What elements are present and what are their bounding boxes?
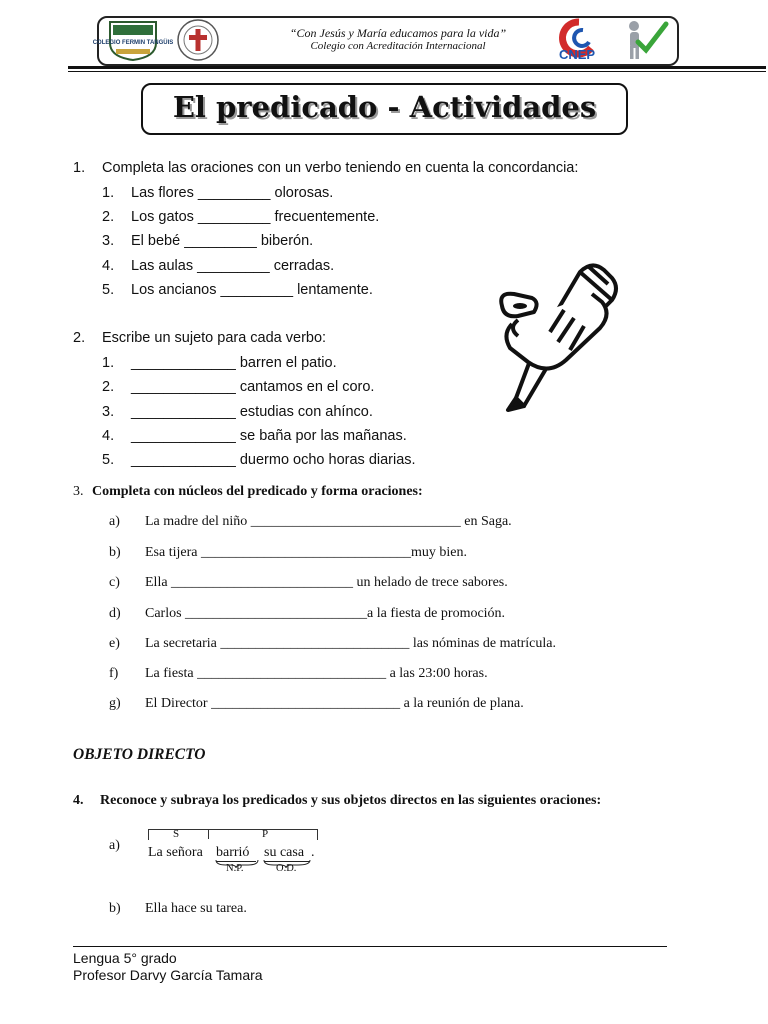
- section3-number: 3.: [73, 484, 84, 499]
- section3-item-letter: d): [109, 606, 121, 621]
- section1-item: Los ancianos _________ lentamente.: [131, 282, 373, 298]
- section1-item-number: 4.: [102, 258, 115, 274]
- cnep-label: CNEP: [558, 47, 596, 62]
- section4-number: 4.: [73, 793, 84, 808]
- section4-item-letter: b): [109, 901, 121, 916]
- section3-item: Carlos __________________________a la fiesta de promoción.: [145, 606, 506, 621]
- section4-item-letter: a): [109, 838, 120, 853]
- footer-divider: [73, 946, 667, 947]
- section3-item-letter: a): [109, 514, 120, 529]
- section2-item: _____________ se baña por las mañanas.: [131, 428, 407, 444]
- section3-item: Esa tijera ______________________________muy bien.: [145, 545, 467, 560]
- example-object: su casa: [264, 845, 305, 860]
- section3-item: La fiesta ___________________________ a las 23:00 horas.: [145, 666, 488, 681]
- section2-item: _____________ cantamos en el coro.: [131, 379, 375, 395]
- section3-item-letter: g): [109, 696, 121, 711]
- section2-item: _____________ barren el patio.: [131, 355, 337, 371]
- section4-prompt: Reconoce y subraya los predicados y sus objetos directos en las siguientes oraciones:: [100, 793, 602, 808]
- accreditation-text: Colegio con Acreditación Internacional: [310, 40, 486, 52]
- section2-item-number: 1.: [102, 355, 115, 371]
- section2-item-number: 4.: [102, 428, 115, 444]
- section1-item: Las aulas _________ cerradas.: [131, 258, 335, 274]
- cnep-logo: [545, 18, 609, 62]
- section1-number: 1.: [73, 160, 86, 176]
- section2-item-number: 3.: [102, 404, 115, 420]
- section3-item-letter: e): [109, 636, 120, 651]
- example-period: .: [311, 845, 315, 860]
- footer-course: Lengua 5° grado: [73, 950, 177, 966]
- header-divider-thin: [68, 71, 766, 72]
- section1-item-number: 2.: [102, 209, 115, 225]
- section1-item-number: 1.: [102, 185, 115, 201]
- section4-item: Ella hace su tarea.: [145, 901, 247, 916]
- section2-item-number: 5.: [102, 452, 115, 468]
- header-divider-thick: [68, 66, 766, 69]
- school-motto: “Con Jesús y María educamos para la vida”: [289, 26, 507, 40]
- cross-seal-logo: [168, 18, 228, 62]
- section2-item: _____________ estudias con ahínco.: [131, 404, 373, 420]
- section2-item-number: 2.: [102, 379, 115, 395]
- pencil-in-hand-icon: [488, 258, 626, 416]
- section1-item-number: 5.: [102, 282, 115, 298]
- checkmark-figure-icon: [614, 18, 670, 62]
- section2-item: _____________ duermo ocho horas diarias.: [131, 452, 416, 468]
- section3-item-letter: f): [109, 666, 119, 681]
- section3-item: Ella __________________________ un helado de trece sabores.: [145, 575, 508, 590]
- page-title: El predicado - Actividades: [172, 90, 597, 124]
- footer-teacher: Profesor Darvy García Tamara: [73, 967, 263, 983]
- section3-item: La secretaria ___________________________ las nóminas de matrícula.: [145, 636, 556, 651]
- example-verb: barrió: [216, 845, 250, 860]
- section2-number: 2.: [73, 330, 86, 346]
- section3-prompt: Completa con núcleos del predicado y forma oraciones:: [92, 484, 423, 499]
- section3-item: El Director ___________________________ a la reunión de plana.: [145, 696, 524, 711]
- section1-item: Los gatos _________ frecuentemente.: [131, 209, 380, 225]
- section3-item-letter: b): [109, 545, 121, 560]
- label-p: P: [262, 828, 269, 840]
- school-shield-logo: [92, 19, 174, 61]
- section3-item: La madre del niño ______________________________ en Saga.: [145, 514, 512, 529]
- label-od: O.D.: [276, 863, 297, 874]
- label-np: N.P.: [226, 863, 244, 874]
- section1-item: Las flores _________ olorosas.: [131, 185, 334, 201]
- section1-item-number: 3.: [102, 233, 115, 249]
- example-subject: La señora: [148, 845, 203, 860]
- school-logo-text: COLEGIO FERMIN TANGÜIS: [92, 40, 174, 46]
- section1-prompt: Completa las oraciones con un verbo teniendo en cuenta la concordancia:: [102, 160, 579, 176]
- objeto-directo-heading: OBJETO DIRECTO: [73, 746, 206, 763]
- section1-item: El bebé _________ biberón.: [131, 233, 314, 249]
- section2-prompt: Escribe un sujeto para cada verbo:: [102, 330, 327, 346]
- section3-item-letter: c): [109, 575, 120, 590]
- label-s: S: [173, 828, 180, 840]
